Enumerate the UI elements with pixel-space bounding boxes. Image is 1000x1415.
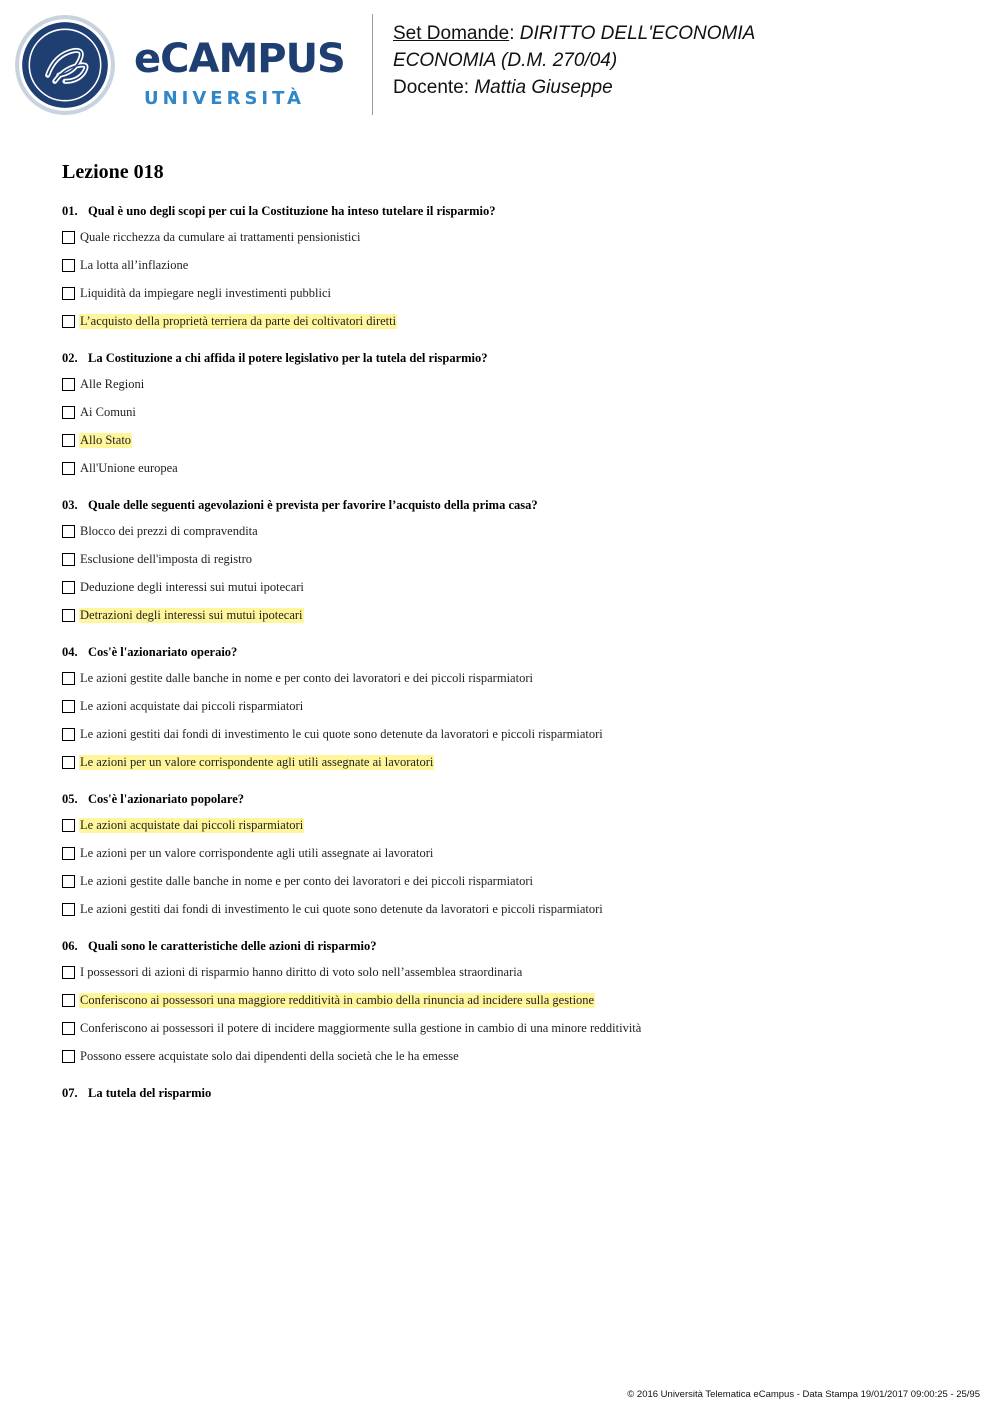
answer-option[interactable] (62, 895, 962, 923)
set-info (393, 20, 953, 101)
answer-option[interactable] (62, 986, 962, 1014)
brand-name: eCAMPUS (134, 36, 345, 82)
question-list (62, 203, 962, 1120)
question-number: 07. (62, 1086, 78, 1100)
question-label: Cos'è l'azionariato operaio? (88, 645, 238, 659)
correct-answer-label: Conferiscono ai possessori una maggiore redditività in cambio della rinuncia ad incidere sulla gestione (80, 992, 595, 1007)
question-text (62, 1085, 962, 1105)
answer-option[interactable] (62, 454, 962, 482)
checkbox[interactable] (62, 525, 75, 538)
question-text (62, 938, 962, 958)
answer-label: All'Unione europea (80, 460, 178, 475)
checkbox[interactable] (62, 434, 75, 447)
answer-option[interactable] (62, 1042, 962, 1070)
set-title-line2: ECONOMIA (D.M. 270/04) (393, 50, 618, 71)
checkbox[interactable] (62, 847, 75, 860)
answer-label: Possono essere acquistate solo dai dipendenti della società che le ha emesse (80, 1048, 459, 1063)
question-label: Qual è uno degli scopi per cui la Costituzione ha inteso tutelare il risparmio? (88, 204, 496, 218)
answer-option[interactable] (62, 867, 962, 895)
answer-option[interactable] (62, 426, 962, 454)
question-block (62, 1085, 962, 1105)
question-block (62, 497, 962, 629)
question-block (62, 791, 962, 923)
page-footer: © 2016 Università Telematica eCampus - Data Stampa 19/01/2017 09:00:25 - 25/95 (627, 1389, 980, 1400)
checkbox[interactable] (62, 259, 75, 272)
checkbox[interactable] (62, 903, 75, 916)
university-seal-icon (14, 14, 116, 116)
checkbox[interactable] (62, 756, 75, 769)
checkbox[interactable] (62, 231, 75, 244)
checkbox[interactable] (62, 728, 75, 741)
answer-label: Le azioni gestiti dai fondi di investimento le cui quote sono detenute da lavoratori e piccoli risparmiatori (80, 901, 603, 916)
checkbox[interactable] (62, 462, 75, 475)
answer-label: Le azioni gestite dalle banche in nome e per conto dei lavoratori e dei piccoli risparmiatori (80, 873, 533, 888)
correct-answer-label: Detrazioni degli interessi sui mutui ipotecari (80, 607, 303, 622)
checkbox[interactable] (62, 875, 75, 888)
answer-label: Le azioni gestiti dai fondi di investimento le cui quote sono detenute da lavoratori e piccoli risparmiatori (80, 726, 603, 741)
answer-option[interactable] (62, 279, 962, 307)
checkbox[interactable] (62, 378, 75, 391)
question-text (62, 350, 962, 370)
question-block (62, 644, 962, 776)
answer-label: Blocco dei prezzi di compravendita (80, 523, 258, 538)
answer-label: Esclusione dell'imposta di registro (80, 551, 253, 566)
answer-label: Ai Comuni (80, 404, 136, 419)
set-title-line1: Set Domande: DIRITTO DELL'ECONOMIA (393, 23, 756, 44)
answer-label: Deduzione degli interessi sui mutui ipotecari (80, 579, 304, 594)
teacher-line (393, 74, 953, 101)
answer-option[interactable] (62, 307, 962, 335)
answer-option[interactable] (62, 720, 962, 748)
answer-option[interactable] (62, 839, 962, 867)
correct-answer-label: L’acquisto della proprietà terriera da parte dei coltivatori diretti (80, 313, 397, 328)
answer-option[interactable] (62, 573, 962, 601)
answer-option[interactable] (62, 1014, 962, 1042)
question-label: Quali sono le caratteristiche delle azioni di risparmio? (88, 939, 377, 953)
checkbox[interactable] (62, 700, 75, 713)
correct-answer-label: Le azioni per un valore corrispondente agli utili assegnate ai lavoratori (80, 754, 434, 769)
answer-label: Le azioni gestite dalle banche in nome e per conto dei lavoratori e dei piccoli risparmiatori (80, 670, 533, 685)
teacher-name: Mattia Giuseppe (474, 77, 613, 98)
question-number: 06. (62, 939, 78, 953)
ecampus-logo (14, 14, 359, 116)
checkbox[interactable] (62, 1050, 75, 1063)
answer-option[interactable] (62, 370, 962, 398)
checkbox[interactable] (62, 609, 75, 622)
question-block (62, 350, 962, 482)
checkbox[interactable] (62, 672, 75, 685)
set-title: DIRITTO DELL'ECONOMIA (519, 23, 756, 44)
lesson-title: Lezione 018 (62, 161, 164, 183)
question-block (62, 938, 962, 1070)
answer-option[interactable] (62, 398, 962, 426)
question-block (62, 203, 962, 335)
teacher-label: Docente: (393, 77, 470, 98)
question-label: Cos'è l'azionariato popolare? (88, 792, 245, 806)
checkbox[interactable] (62, 406, 75, 419)
checkbox[interactable] (62, 553, 75, 566)
answer-option[interactable] (62, 748, 962, 776)
answer-label: I possessori di azioni di risparmio hanno diritto di voto solo nell’assemblea straordinaria (80, 964, 523, 979)
checkbox[interactable] (62, 287, 75, 300)
answer-option[interactable] (62, 664, 962, 692)
answer-label: Le azioni per un valore corrispondente agli utili assegnate ai lavoratori (80, 845, 434, 860)
answer-option[interactable] (62, 601, 962, 629)
question-label: La Costituzione a chi affida il potere legislativo per la tutela del risparmio? (88, 351, 488, 365)
question-number: 05. (62, 792, 78, 806)
answer-label: Alle Regioni (80, 376, 145, 391)
answer-option[interactable] (62, 958, 962, 986)
question-text (62, 497, 962, 517)
answer-option[interactable] (62, 251, 962, 279)
question-number: 02. (62, 351, 78, 365)
correct-answer-label: Le azioni acquistate dai piccoli risparmiatori (80, 817, 304, 832)
answer-option[interactable] (62, 223, 962, 251)
header-divider (372, 14, 373, 115)
question-number: 03. (62, 498, 78, 512)
answer-option[interactable] (62, 811, 962, 839)
answer-option[interactable] (62, 692, 962, 720)
answer-label: Liquidità da impiegare negli investimenti pubblici (80, 285, 331, 300)
question-text (62, 791, 962, 811)
checkbox[interactable] (62, 966, 75, 979)
question-number: 04. (62, 645, 78, 659)
checkbox[interactable] (62, 1022, 75, 1035)
brand-subtitle: UNIVERSITÀ (144, 88, 305, 109)
checkbox[interactable] (62, 994, 75, 1007)
answer-option[interactable] (62, 545, 962, 573)
question-text (62, 644, 962, 664)
checkbox[interactable] (62, 819, 75, 832)
answer-label: Le azioni acquistate dai piccoli risparmiatori (80, 698, 304, 713)
question-label: Quale delle seguenti agevolazioni è prevista per favorire l’acquisto della prima casa? (88, 498, 538, 512)
checkbox[interactable] (62, 581, 75, 594)
answer-label: La lotta all’inflazione (80, 257, 189, 272)
checkbox[interactable] (62, 315, 75, 328)
answer-label: Quale ricchezza da cumulare ai trattamenti pensionistici (80, 229, 361, 244)
set-label: Set Domande (393, 23, 510, 44)
question-number: 01. (62, 204, 78, 218)
question-label: La tutela del risparmio (88, 1086, 212, 1100)
correct-answer-label: Allo Stato (80, 432, 132, 447)
question-text (62, 203, 962, 223)
answer-option[interactable] (62, 517, 962, 545)
answer-label: Conferiscono ai possessori il potere di incidere maggiormente sulla gestione in cambio di una minore redditività (80, 1020, 642, 1035)
